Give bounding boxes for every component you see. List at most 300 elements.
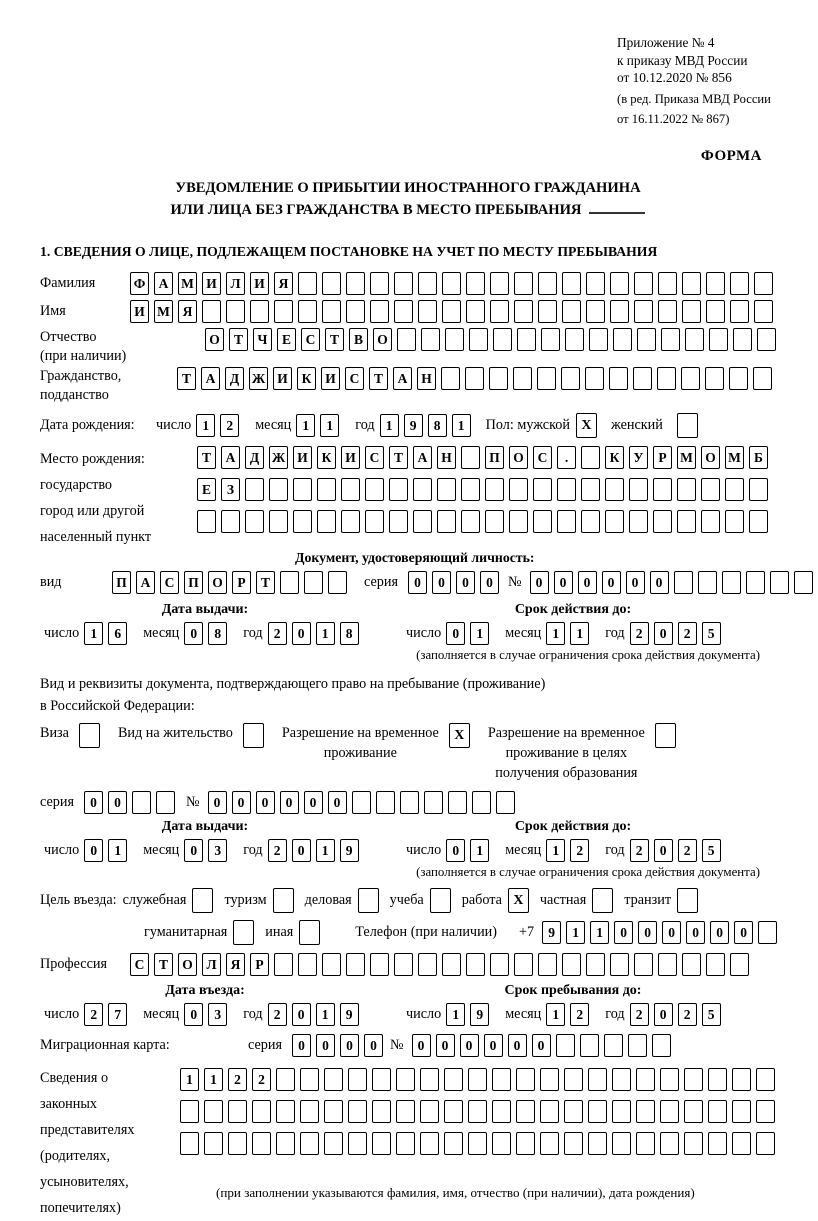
char-box[interactable]: Т: [229, 328, 248, 351]
char-box[interactable]: 1: [590, 921, 609, 944]
char-box[interactable]: 0: [256, 791, 275, 814]
char-box[interactable]: [701, 510, 720, 533]
char-box[interactable]: [437, 510, 456, 533]
char-box[interactable]: [365, 510, 384, 533]
char-box[interactable]: [156, 791, 175, 814]
char-box[interactable]: [581, 478, 600, 501]
char-box[interactable]: [204, 1100, 223, 1123]
char-box[interactable]: Л: [202, 953, 221, 976]
char-box[interactable]: [437, 478, 456, 501]
char-box[interactable]: [352, 791, 371, 814]
char-box[interactable]: Т: [177, 367, 196, 390]
char-box[interactable]: [444, 1068, 463, 1091]
char-box[interactable]: Т: [197, 446, 216, 469]
char-box[interactable]: [493, 328, 512, 351]
char-box[interactable]: [682, 953, 701, 976]
char-box[interactable]: [746, 571, 765, 594]
char-box[interactable]: С: [301, 328, 320, 351]
char-box[interactable]: М: [178, 272, 197, 295]
char-box[interactable]: 2: [84, 1003, 103, 1026]
char-box[interactable]: О: [509, 446, 528, 469]
char-box[interactable]: [300, 1068, 319, 1091]
char-box[interactable]: [730, 953, 749, 976]
char-box[interactable]: Т: [256, 571, 275, 594]
char-box[interactable]: [444, 1100, 463, 1123]
char-box[interactable]: [708, 1068, 727, 1091]
char-box[interactable]: [588, 1132, 607, 1155]
char-box[interactable]: [564, 1132, 583, 1155]
char-box[interactable]: 0: [208, 791, 227, 814]
char-box[interactable]: 0: [578, 571, 597, 594]
char-box[interactable]: Ж: [249, 367, 268, 390]
char-box[interactable]: А: [413, 446, 432, 469]
char-box[interactable]: [298, 953, 317, 976]
char-box[interactable]: 2: [268, 622, 287, 645]
char-box[interactable]: 0: [614, 921, 633, 944]
char-box[interactable]: [389, 510, 408, 533]
char-box[interactable]: К: [605, 446, 624, 469]
char-box[interactable]: 0: [304, 791, 323, 814]
char-box[interactable]: [202, 300, 221, 323]
char-box[interactable]: [418, 272, 437, 295]
char-box[interactable]: [276, 1100, 295, 1123]
char-box[interactable]: О: [205, 328, 224, 351]
char-box[interactable]: 0: [484, 1034, 503, 1057]
char-box[interactable]: [725, 478, 744, 501]
char-box[interactable]: [708, 1100, 727, 1123]
char-box[interactable]: Б: [749, 446, 768, 469]
char-box[interactable]: [562, 300, 581, 323]
char-box[interactable]: [556, 1034, 575, 1057]
char-box[interactable]: [394, 272, 413, 295]
char-box[interactable]: Л: [226, 272, 245, 295]
char-box[interactable]: [533, 478, 552, 501]
char-box[interactable]: К: [297, 367, 316, 390]
char-box[interactable]: 0: [84, 791, 103, 814]
char-box[interactable]: [540, 1132, 559, 1155]
char-box[interactable]: [612, 1100, 631, 1123]
char-box[interactable]: 1: [316, 1003, 335, 1026]
char-box[interactable]: 0: [432, 571, 451, 594]
char-box[interactable]: 0: [412, 1034, 431, 1057]
char-box[interactable]: [322, 953, 341, 976]
char-box[interactable]: [492, 1068, 511, 1091]
char-box[interactable]: [628, 1034, 647, 1057]
char-box[interactable]: П: [485, 446, 504, 469]
char-box[interactable]: [490, 953, 509, 976]
char-box[interactable]: [706, 272, 725, 295]
sex-female-checkbox[interactable]: [677, 413, 698, 438]
char-box[interactable]: 0: [554, 571, 573, 594]
char-box[interactable]: [324, 1132, 343, 1155]
char-box[interactable]: [732, 1068, 751, 1091]
char-box[interactable]: [324, 1100, 343, 1123]
char-box[interactable]: 5: [702, 839, 721, 862]
char-box[interactable]: [589, 328, 608, 351]
char-box[interactable]: [540, 1100, 559, 1123]
purpose-study-checkbox[interactable]: [430, 888, 451, 913]
char-box[interactable]: [698, 571, 717, 594]
char-box[interactable]: [562, 272, 581, 295]
char-box[interactable]: [250, 300, 269, 323]
char-box[interactable]: К: [317, 446, 336, 469]
char-box[interactable]: 0: [108, 791, 127, 814]
char-box[interactable]: [317, 478, 336, 501]
char-box[interactable]: 0: [292, 839, 311, 862]
char-box[interactable]: Д: [225, 367, 244, 390]
char-box[interactable]: И: [202, 272, 221, 295]
char-box[interactable]: [413, 510, 432, 533]
char-box[interactable]: [540, 1068, 559, 1091]
char-box[interactable]: [653, 478, 672, 501]
char-box[interactable]: [204, 1132, 223, 1155]
char-box[interactable]: [533, 510, 552, 533]
char-box[interactable]: [370, 272, 389, 295]
char-box[interactable]: [445, 328, 464, 351]
char-box[interactable]: [442, 272, 461, 295]
char-box[interactable]: [756, 1132, 775, 1155]
char-box[interactable]: 0: [328, 791, 347, 814]
char-box[interactable]: 0: [184, 622, 203, 645]
char-box[interactable]: [372, 1068, 391, 1091]
char-box[interactable]: [586, 272, 605, 295]
char-box[interactable]: [492, 1132, 511, 1155]
char-box[interactable]: [397, 328, 416, 351]
char-box[interactable]: 0: [686, 921, 705, 944]
char-box[interactable]: [448, 791, 467, 814]
purpose-transit-checkbox[interactable]: [677, 888, 698, 913]
char-box[interactable]: 0: [710, 921, 729, 944]
char-box[interactable]: Н: [417, 367, 436, 390]
char-box[interactable]: [442, 953, 461, 976]
char-box[interactable]: [276, 1132, 295, 1155]
char-box[interactable]: И: [341, 446, 360, 469]
char-box[interactable]: 9: [404, 414, 423, 437]
purpose-tourism-checkbox[interactable]: [273, 888, 294, 913]
char-box[interactable]: [466, 272, 485, 295]
char-box[interactable]: 0: [654, 1003, 673, 1026]
char-box[interactable]: 0: [460, 1034, 479, 1057]
char-box[interactable]: 1: [452, 414, 471, 437]
char-box[interactable]: 1: [196, 414, 215, 437]
char-box[interactable]: [682, 300, 701, 323]
char-box[interactable]: О: [178, 953, 197, 976]
char-box[interactable]: 2: [630, 622, 649, 645]
purpose-business-checkbox[interactable]: [358, 888, 379, 913]
char-box[interactable]: [490, 272, 509, 295]
char-box[interactable]: 1: [546, 1003, 565, 1026]
char-box[interactable]: 0: [480, 571, 499, 594]
char-box[interactable]: [733, 328, 752, 351]
char-box[interactable]: [485, 510, 504, 533]
char-box[interactable]: [293, 510, 312, 533]
char-box[interactable]: М: [677, 446, 696, 469]
char-box[interactable]: 5: [702, 1003, 721, 1026]
char-box[interactable]: [725, 510, 744, 533]
char-box[interactable]: 2: [678, 622, 697, 645]
char-box[interactable]: М: [725, 446, 744, 469]
char-box[interactable]: 6: [108, 622, 127, 645]
char-box[interactable]: И: [130, 300, 149, 323]
char-box[interactable]: [466, 953, 485, 976]
char-box[interactable]: 0: [232, 791, 251, 814]
char-box[interactable]: 3: [208, 1003, 227, 1026]
char-box[interactable]: [652, 1034, 671, 1057]
char-box[interactable]: [496, 791, 515, 814]
char-box[interactable]: Е: [277, 328, 296, 351]
char-box[interactable]: 0: [292, 1003, 311, 1026]
char-box[interactable]: [274, 953, 293, 976]
char-box[interactable]: Т: [325, 328, 344, 351]
char-box[interactable]: 2: [678, 1003, 697, 1026]
char-box[interactable]: [468, 1132, 487, 1155]
char-box[interactable]: 8: [340, 622, 359, 645]
char-box[interactable]: [300, 1100, 319, 1123]
char-box[interactable]: 0: [292, 1034, 311, 1057]
char-box[interactable]: 0: [530, 571, 549, 594]
char-box[interactable]: И: [321, 367, 340, 390]
char-box[interactable]: [180, 1100, 199, 1123]
char-box[interactable]: [684, 1068, 703, 1091]
char-box[interactable]: [389, 478, 408, 501]
char-box[interactable]: 2: [570, 1003, 589, 1026]
char-box[interactable]: А: [136, 571, 155, 594]
char-box[interactable]: [421, 328, 440, 351]
char-box[interactable]: [682, 272, 701, 295]
char-box[interactable]: Р: [653, 446, 672, 469]
char-box[interactable]: [706, 300, 725, 323]
char-box[interactable]: 2: [570, 839, 589, 862]
char-box[interactable]: 1: [320, 414, 339, 437]
sex-male-checkbox[interactable]: X: [576, 413, 597, 438]
char-box[interactable]: З: [221, 478, 240, 501]
char-box[interactable]: [753, 367, 772, 390]
char-box[interactable]: [492, 1100, 511, 1123]
char-box[interactable]: [565, 328, 584, 351]
char-box[interactable]: Т: [154, 953, 173, 976]
char-box[interactable]: Н: [437, 446, 456, 469]
char-box[interactable]: [418, 300, 437, 323]
char-box[interactable]: [490, 300, 509, 323]
char-box[interactable]: [729, 367, 748, 390]
char-box[interactable]: А: [154, 272, 173, 295]
char-box[interactable]: Я: [274, 272, 293, 295]
char-box[interactable]: [346, 953, 365, 976]
char-box[interactable]: 0: [638, 921, 657, 944]
char-box[interactable]: [537, 367, 556, 390]
temp-residence-checkbox[interactable]: X: [449, 723, 470, 748]
char-box[interactable]: [461, 510, 480, 533]
char-box[interactable]: [701, 478, 720, 501]
char-box[interactable]: 1: [84, 622, 103, 645]
char-box[interactable]: [613, 328, 632, 351]
char-box[interactable]: 1: [546, 839, 565, 862]
char-box[interactable]: [564, 1100, 583, 1123]
char-box[interactable]: [348, 1100, 367, 1123]
char-box[interactable]: 0: [280, 791, 299, 814]
char-box[interactable]: [298, 300, 317, 323]
char-box[interactable]: [653, 510, 672, 533]
char-box[interactable]: [605, 510, 624, 533]
char-box[interactable]: 0: [340, 1034, 359, 1057]
char-box[interactable]: [588, 1068, 607, 1091]
char-box[interactable]: [636, 1068, 655, 1091]
char-box[interactable]: [228, 1100, 247, 1123]
char-box[interactable]: 2: [220, 414, 239, 437]
char-box[interactable]: 3: [208, 839, 227, 862]
char-box[interactable]: 2: [678, 839, 697, 862]
char-box[interactable]: 2: [252, 1068, 271, 1091]
char-box[interactable]: [516, 1100, 535, 1123]
char-box[interactable]: 0: [662, 921, 681, 944]
char-box[interactable]: [541, 328, 560, 351]
char-box[interactable]: [633, 367, 652, 390]
char-box[interactable]: [468, 1100, 487, 1123]
char-box[interactable]: [322, 272, 341, 295]
char-box[interactable]: 2: [228, 1068, 247, 1091]
char-box[interactable]: [396, 1068, 415, 1091]
char-box[interactable]: [684, 1132, 703, 1155]
char-box[interactable]: [396, 1100, 415, 1123]
char-box[interactable]: 0: [532, 1034, 551, 1057]
char-box[interactable]: [588, 1100, 607, 1123]
char-box[interactable]: 1: [570, 622, 589, 645]
char-box[interactable]: О: [373, 328, 392, 351]
char-box[interactable]: [298, 272, 317, 295]
char-box[interactable]: [770, 571, 789, 594]
char-box[interactable]: [661, 328, 680, 351]
char-box[interactable]: 2: [268, 839, 287, 862]
char-box[interactable]: Ж: [269, 446, 288, 469]
char-box[interactable]: 0: [184, 1003, 203, 1026]
char-box[interactable]: [461, 478, 480, 501]
char-box[interactable]: 0: [184, 839, 203, 862]
char-box[interactable]: [348, 1132, 367, 1155]
char-box[interactable]: [684, 1100, 703, 1123]
char-box[interactable]: И: [293, 446, 312, 469]
char-box[interactable]: С: [533, 446, 552, 469]
char-box[interactable]: [304, 571, 323, 594]
char-box[interactable]: [557, 478, 576, 501]
char-box[interactable]: [732, 1132, 751, 1155]
char-box[interactable]: [562, 953, 581, 976]
char-box[interactable]: [324, 1068, 343, 1091]
char-box[interactable]: [420, 1132, 439, 1155]
char-box[interactable]: [660, 1068, 679, 1091]
char-box[interactable]: 1: [380, 414, 399, 437]
char-box[interactable]: [269, 510, 288, 533]
char-box[interactable]: 0: [456, 571, 475, 594]
char-box[interactable]: [586, 953, 605, 976]
char-box[interactable]: 9: [542, 921, 561, 944]
char-box[interactable]: [629, 510, 648, 533]
char-box[interactable]: [754, 272, 773, 295]
char-box[interactable]: А: [393, 367, 412, 390]
char-box[interactable]: [757, 328, 776, 351]
char-box[interactable]: [245, 478, 264, 501]
char-box[interactable]: [564, 1068, 583, 1091]
char-box[interactable]: [509, 510, 528, 533]
char-box[interactable]: [581, 510, 600, 533]
char-box[interactable]: 1: [566, 921, 585, 944]
purpose-humanitarian-checkbox[interactable]: [233, 920, 254, 945]
char-box[interactable]: 1: [470, 622, 489, 645]
char-box[interactable]: [468, 1068, 487, 1091]
char-box[interactable]: [485, 478, 504, 501]
char-box[interactable]: 0: [650, 571, 669, 594]
char-box[interactable]: [794, 571, 813, 594]
char-box[interactable]: А: [221, 446, 240, 469]
char-box[interactable]: [442, 300, 461, 323]
char-box[interactable]: Р: [250, 953, 269, 976]
char-box[interactable]: [461, 446, 480, 469]
char-box[interactable]: [420, 1100, 439, 1123]
char-box[interactable]: [674, 571, 693, 594]
char-box[interactable]: 9: [340, 1003, 359, 1026]
char-box[interactable]: Т: [389, 446, 408, 469]
char-box[interactable]: 8: [208, 622, 227, 645]
char-box[interactable]: [538, 953, 557, 976]
char-box[interactable]: [754, 300, 773, 323]
char-box[interactable]: О: [208, 571, 227, 594]
char-box[interactable]: 2: [630, 1003, 649, 1026]
char-box[interactable]: [610, 300, 629, 323]
char-box[interactable]: 0: [654, 839, 673, 862]
char-box[interactable]: 5: [702, 622, 721, 645]
char-box[interactable]: [677, 478, 696, 501]
char-box[interactable]: [681, 367, 700, 390]
char-box[interactable]: [636, 1132, 655, 1155]
char-box[interactable]: 0: [654, 622, 673, 645]
char-box[interactable]: [722, 571, 741, 594]
char-box[interactable]: [132, 791, 151, 814]
char-box[interactable]: С: [160, 571, 179, 594]
char-box[interactable]: 0: [446, 839, 465, 862]
char-box[interactable]: [245, 510, 264, 533]
char-box[interactable]: С: [345, 367, 364, 390]
char-box[interactable]: [517, 328, 536, 351]
char-box[interactable]: С: [130, 953, 149, 976]
purpose-work-checkbox[interactable]: X: [508, 888, 529, 913]
char-box[interactable]: [394, 300, 413, 323]
char-box[interactable]: 0: [316, 1034, 335, 1057]
char-box[interactable]: [441, 367, 460, 390]
purpose-official-checkbox[interactable]: [192, 888, 213, 913]
char-box[interactable]: [516, 1132, 535, 1155]
char-box[interactable]: [685, 328, 704, 351]
char-box[interactable]: [730, 272, 749, 295]
char-box[interactable]: Д: [245, 446, 264, 469]
char-box[interactable]: [348, 1068, 367, 1091]
char-box[interactable]: [365, 478, 384, 501]
char-box[interactable]: [394, 953, 413, 976]
char-box[interactable]: [180, 1132, 199, 1155]
char-box[interactable]: [341, 510, 360, 533]
char-box[interactable]: 1: [446, 1003, 465, 1026]
char-box[interactable]: 1: [470, 839, 489, 862]
char-box[interactable]: [372, 1100, 391, 1123]
char-box[interactable]: [293, 478, 312, 501]
char-box[interactable]: М: [154, 300, 173, 323]
char-box[interactable]: 0: [626, 571, 645, 594]
char-box[interactable]: Ч: [253, 328, 272, 351]
char-box[interactable]: [557, 510, 576, 533]
char-box[interactable]: [586, 300, 605, 323]
char-box[interactable]: 1: [180, 1068, 199, 1091]
char-box[interactable]: [228, 1132, 247, 1155]
char-box[interactable]: [658, 300, 677, 323]
char-box[interactable]: [444, 1132, 463, 1155]
